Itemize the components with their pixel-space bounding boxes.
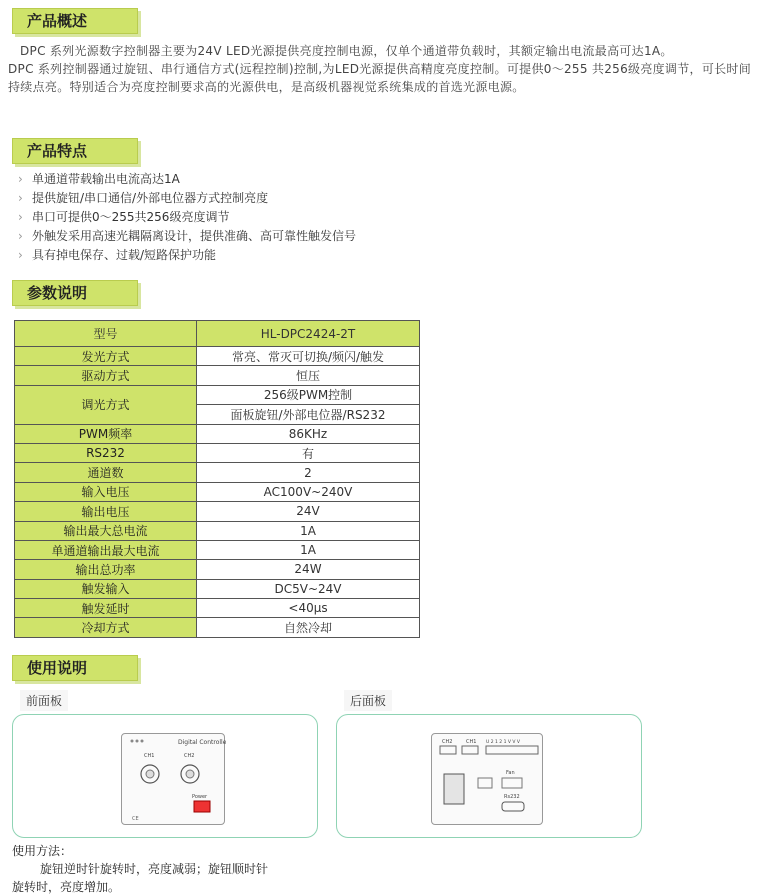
param-key: 型号 — [15, 321, 197, 347]
feature-list — [14, 170, 356, 265]
fan-icon — [502, 778, 522, 788]
param-key: PWM频率 — [15, 424, 197, 443]
ch2-label: CH2 — [184, 753, 195, 759]
param-key: 输出最大总电流 — [15, 521, 197, 540]
front-panel-drawing — [122, 734, 226, 826]
table-row — [15, 424, 420, 443]
param-key: 调光方式 — [15, 385, 197, 424]
ch1-label: CH1 — [144, 753, 155, 759]
ac-socket-icon — [444, 774, 464, 804]
table-row — [15, 540, 420, 559]
feature-item: › 串口可提供0～255共256级亮度调节 — [14, 208, 356, 227]
param-value: <40μs — [197, 599, 420, 618]
svg-text:CE: CE — [132, 816, 139, 822]
param-key: 发光方式 — [15, 347, 197, 366]
table-row — [15, 347, 420, 366]
param-value: 1A — [197, 540, 420, 559]
table-row — [15, 385, 420, 404]
section-title-params: 参数说明 — [12, 280, 138, 306]
param-value: 常亮、常灭可切换/频闪/触发 — [197, 347, 420, 366]
table-row — [15, 521, 420, 540]
table-row — [15, 618, 420, 637]
feature-item: › 提供旋钮/串口通信/外部电位器方式控制亮度 — [14, 189, 356, 208]
param-value: 2 — [197, 463, 420, 482]
intro-line-2: DPC 系列控制器通过旋钮、串行通信方式(远程控制)控制,为LED光源提供高精度亮度控制。可提供0～255 共256级亮度调节，可长时间持续点亮。特别适合为亮度控制要求高的光源供电，是高级机器视觉系统集成的首选光源电源。 — [8, 62, 752, 94]
terminal-labels: U 2 1 2 1 V V V — [486, 740, 520, 745]
usage-line-2: 旋转时，亮度增加。 — [12, 880, 121, 894]
table-row — [15, 560, 420, 579]
param-value: 面板旋钮/外部电位器/RS232 — [197, 405, 420, 424]
table-row — [15, 366, 420, 385]
params-table — [14, 320, 420, 638]
param-value: 1A — [197, 521, 420, 540]
usage-line-1: 旋钮逆时针旋转时，亮度减弱；旋钮顺时针 — [40, 862, 269, 876]
table-row — [15, 482, 420, 501]
front-title: Digital Controller — [178, 739, 226, 746]
back-ch1-label: CH1 — [466, 739, 477, 745]
feature-item: › 外触发采用高速光耦隔离设计，提供准确、高可靠性触发信号 — [14, 227, 356, 246]
usage-text — [12, 842, 268, 896]
param-value: 有 — [197, 443, 420, 462]
table-row — [15, 463, 420, 482]
table-row — [15, 579, 420, 598]
table-row — [15, 599, 420, 618]
param-value: 恒压 — [197, 366, 420, 385]
param-key: 输出总功率 — [15, 560, 197, 579]
section-title-usage: 使用说明 — [12, 655, 138, 681]
back-panel-device — [431, 733, 543, 825]
table-row — [15, 321, 420, 347]
param-value: 256级PWM控制 — [197, 385, 420, 404]
back-ch2-label: CH2 — [442, 739, 453, 745]
param-value: 86KHz — [197, 424, 420, 443]
param-key: 冷却方式 — [15, 618, 197, 637]
param-value: 24W — [197, 560, 420, 579]
rs232-label: Rs232 — [504, 794, 520, 800]
param-key: 输出电压 — [15, 502, 197, 521]
param-value: HL-DPC2424-2T — [197, 321, 420, 347]
param-key: 触发延时 — [15, 599, 197, 618]
section-title-features: 产品特点 — [12, 138, 138, 164]
front-panel-label: 前面板 — [20, 690, 68, 711]
rs232-port-icon — [502, 802, 524, 811]
param-value: 自然冷却 — [197, 618, 420, 637]
feature-item: › 具有掉电保存、过载/短路保护功能 — [14, 246, 356, 265]
param-key: 输入电压 — [15, 482, 197, 501]
param-value: 24V — [197, 502, 420, 521]
usage-heading: 使用方法： — [12, 844, 73, 858]
terminal-block-icon — [486, 746, 538, 754]
intro-line-1: DPC 系列光源数字控制器主要为24V LED光源提供亮度控制电源，仅单个通道带负载时，其额定输出电流最高可达1A。 — [20, 44, 673, 58]
param-value: DC5V~24V — [197, 579, 420, 598]
param-value: AC100V~240V — [197, 482, 420, 501]
table-row — [15, 502, 420, 521]
power-label: Power — [192, 794, 208, 800]
front-panel-device — [121, 733, 225, 825]
feature-item: › 单通道带载输出电流高达1A — [14, 170, 356, 189]
intro-text — [8, 42, 756, 96]
front-panel-frame — [12, 714, 318, 838]
param-key: 单通道输出最大电流 — [15, 540, 197, 559]
fan-label: Fan — [506, 770, 515, 776]
back-panel-frame — [336, 714, 642, 838]
param-key: RS232 — [15, 443, 197, 462]
table-row — [15, 443, 420, 462]
param-key: 通道数 — [15, 463, 197, 482]
power-switch-icon — [194, 801, 210, 812]
back-panel-label: 后面板 — [344, 690, 392, 711]
back-panel-drawing — [432, 734, 544, 826]
section-title-overview: 产品概述 — [12, 8, 138, 34]
param-key: 驱动方式 — [15, 366, 197, 385]
param-key: 触发输入 — [15, 579, 197, 598]
